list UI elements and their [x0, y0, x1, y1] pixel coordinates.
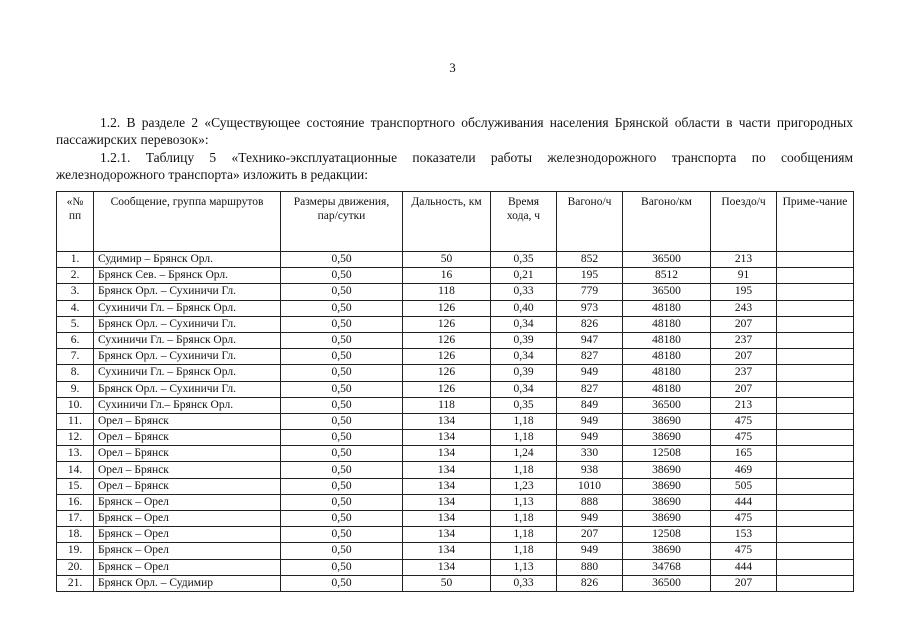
cell-route: Орел – Брянск [94, 478, 281, 494]
cell-train-hours: 153 [711, 527, 777, 543]
cell-train-hours: 165 [711, 446, 777, 462]
table-row [57, 462, 854, 478]
cell-car-km: 36500 [623, 252, 711, 268]
table-header-row [57, 192, 854, 252]
cell-train-hours: 207 [711, 316, 777, 332]
cell-number: 6. [57, 332, 94, 348]
cell-travel-time: 0,34 [491, 349, 557, 365]
cell-frequency: 0,50 [281, 332, 403, 348]
cell-travel-time: 1,18 [491, 543, 557, 559]
table-row [57, 268, 854, 284]
cell-note [777, 559, 854, 575]
cell-car-km: 48180 [623, 365, 711, 381]
cell-distance: 134 [403, 511, 491, 527]
cell-route: Судимир – Брянск Орл. [94, 252, 281, 268]
cell-travel-time: 0,21 [491, 268, 557, 284]
cell-number: 5. [57, 316, 94, 332]
cell-route: Брянск Сев. – Брянск Орл. [94, 268, 281, 284]
cell-note [777, 575, 854, 591]
cell-frequency: 0,50 [281, 365, 403, 381]
cell-distance: 50 [403, 252, 491, 268]
paragraph-section-2-text: 1.2. В разделе 2 «Существующее состояние транспортного обслуживания населения Брянской области в части пригородных пассажирских перевозок»: [56, 115, 853, 147]
cell-note [777, 365, 854, 381]
cell-note [777, 316, 854, 332]
cell-train-hours: 444 [711, 494, 777, 510]
table-body [57, 252, 854, 592]
cell-frequency: 0,50 [281, 527, 403, 543]
cell-car-km: 48180 [623, 332, 711, 348]
cell-train-hours: 475 [711, 430, 777, 446]
cell-frequency: 0,50 [281, 316, 403, 332]
cell-distance: 134 [403, 446, 491, 462]
cell-train-hours: 475 [711, 413, 777, 429]
cell-train-hours: 237 [711, 332, 777, 348]
cell-car-hours: 827 [557, 381, 623, 397]
cell-number: 14. [57, 462, 94, 478]
cell-car-hours: 1010 [557, 478, 623, 494]
cell-frequency: 0,50 [281, 284, 403, 300]
cell-frequency: 0,50 [281, 511, 403, 527]
table-row [57, 511, 854, 527]
cell-travel-time: 1,24 [491, 446, 557, 462]
cell-distance: 126 [403, 349, 491, 365]
cell-travel-time: 1,13 [491, 559, 557, 575]
cell-distance: 50 [403, 575, 491, 591]
cell-route: Орел – Брянск [94, 413, 281, 429]
cell-frequency: 0,50 [281, 575, 403, 591]
cell-travel-time: 1,18 [491, 511, 557, 527]
cell-distance: 126 [403, 300, 491, 316]
cell-route: Брянск Орл. – Сухиничи Гл. [94, 316, 281, 332]
cell-car-km: 48180 [623, 316, 711, 332]
performance-table [56, 191, 854, 592]
cell-distance: 118 [403, 397, 491, 413]
cell-train-hours: 237 [711, 365, 777, 381]
col-header-frequency: Размеры движения, пар/сутки [281, 192, 403, 252]
cell-car-km: 12508 [623, 527, 711, 543]
cell-train-hours: 207 [711, 575, 777, 591]
cell-train-hours: 469 [711, 462, 777, 478]
table-row [57, 527, 854, 543]
cell-number: 20. [57, 559, 94, 575]
cell-note [777, 527, 854, 543]
cell-note [777, 494, 854, 510]
cell-frequency: 0,50 [281, 559, 403, 575]
cell-route: Брянск – Орел [94, 559, 281, 575]
cell-number: 18. [57, 527, 94, 543]
cell-car-hours: 949 [557, 511, 623, 527]
cell-frequency: 0,50 [281, 478, 403, 494]
cell-car-km: 48180 [623, 349, 711, 365]
cell-train-hours: 243 [711, 300, 777, 316]
paragraph-table-5 [56, 149, 853, 183]
cell-frequency: 0,50 [281, 494, 403, 510]
cell-distance: 134 [403, 494, 491, 510]
cell-distance: 134 [403, 413, 491, 429]
cell-distance: 126 [403, 316, 491, 332]
cell-route: Брянск Орл. – Сухиничи Гл. [94, 349, 281, 365]
cell-train-hours: 207 [711, 381, 777, 397]
cell-distance: 126 [403, 381, 491, 397]
cell-travel-time: 1,23 [491, 478, 557, 494]
table-row [57, 543, 854, 559]
cell-note [777, 268, 854, 284]
cell-note [777, 252, 854, 268]
cell-note [777, 430, 854, 446]
cell-car-hours: 827 [557, 349, 623, 365]
cell-frequency: 0,50 [281, 349, 403, 365]
cell-number: 16. [57, 494, 94, 510]
cell-number: 3. [57, 284, 94, 300]
cell-note [777, 543, 854, 559]
table-row [57, 316, 854, 332]
cell-distance: 16 [403, 268, 491, 284]
cell-car-hours: 973 [557, 300, 623, 316]
cell-number: 9. [57, 381, 94, 397]
table-row [57, 252, 854, 268]
cell-travel-time: 0,40 [491, 300, 557, 316]
cell-number: 12. [57, 430, 94, 446]
cell-travel-time: 1,18 [491, 413, 557, 429]
cell-travel-time: 0,33 [491, 284, 557, 300]
table-row [57, 381, 854, 397]
table-row [57, 284, 854, 300]
cell-train-hours: 213 [711, 397, 777, 413]
cell-train-hours: 475 [711, 511, 777, 527]
col-header-route: Сообщение, группа маршрутов [94, 192, 281, 252]
cell-car-km: 8512 [623, 268, 711, 284]
table-row [57, 575, 854, 591]
cell-car-hours: 826 [557, 575, 623, 591]
cell-distance: 126 [403, 332, 491, 348]
cell-frequency: 0,50 [281, 397, 403, 413]
cell-frequency: 0,50 [281, 543, 403, 559]
cell-distance: 118 [403, 284, 491, 300]
table-row [57, 300, 854, 316]
cell-number: 21. [57, 575, 94, 591]
cell-car-hours: 195 [557, 268, 623, 284]
cell-car-hours: 938 [557, 462, 623, 478]
table-row [57, 430, 854, 446]
cell-car-hours: 949 [557, 413, 623, 429]
cell-frequency: 0,50 [281, 300, 403, 316]
cell-note [777, 446, 854, 462]
table-row [57, 365, 854, 381]
cell-travel-time: 0,35 [491, 397, 557, 413]
cell-route: Брянск Орл. – Сухиничи Гл. [94, 381, 281, 397]
cell-frequency: 0,50 [281, 462, 403, 478]
cell-frequency: 0,50 [281, 430, 403, 446]
cell-distance: 126 [403, 365, 491, 381]
cell-travel-time: 0,39 [491, 332, 557, 348]
col-header-train-hours: Поездо/ч [711, 192, 777, 252]
cell-travel-time: 1,18 [491, 527, 557, 543]
cell-car-km: 12508 [623, 446, 711, 462]
cell-car-hours: 849 [557, 397, 623, 413]
paragraph-table-5-text: 1.2.1. Таблицу 5 «Технико-эксплуатационные показатели работы железнодорожного транспорта по сообщениям железнодорожного транспорта» изложить в редакции: [56, 150, 853, 182]
cell-frequency: 0,50 [281, 381, 403, 397]
cell-train-hours: 213 [711, 252, 777, 268]
cell-car-hours: 779 [557, 284, 623, 300]
cell-number: 15. [57, 478, 94, 494]
cell-car-hours: 947 [557, 332, 623, 348]
cell-car-hours: 330 [557, 446, 623, 462]
cell-car-hours: 949 [557, 543, 623, 559]
cell-travel-time: 0,39 [491, 365, 557, 381]
cell-number: 4. [57, 300, 94, 316]
col-header-car-hours: Вагоно/ч [557, 192, 623, 252]
cell-distance: 134 [403, 559, 491, 575]
cell-travel-time: 1,18 [491, 462, 557, 478]
cell-travel-time: 1,13 [491, 494, 557, 510]
cell-number: 2. [57, 268, 94, 284]
cell-car-km: 36500 [623, 284, 711, 300]
cell-distance: 134 [403, 478, 491, 494]
col-header-car-km: Вагоно/км [623, 192, 711, 252]
cell-route: Сухиничи Гл. – Брянск Орл. [94, 300, 281, 316]
cell-number: 8. [57, 365, 94, 381]
cell-car-hours: 880 [557, 559, 623, 575]
cell-frequency: 0,50 [281, 413, 403, 429]
cell-route: Брянск – Орел [94, 543, 281, 559]
table-row [57, 413, 854, 429]
cell-travel-time: 0,34 [491, 381, 557, 397]
cell-note [777, 511, 854, 527]
cell-travel-time: 1,18 [491, 430, 557, 446]
cell-number: 11. [57, 413, 94, 429]
cell-frequency: 0,50 [281, 446, 403, 462]
table-row [57, 349, 854, 365]
cell-car-km: 36500 [623, 575, 711, 591]
cell-note [777, 381, 854, 397]
cell-car-km: 38690 [623, 478, 711, 494]
cell-number: 13. [57, 446, 94, 462]
cell-route: Орел – Брянск [94, 446, 281, 462]
cell-car-hours: 949 [557, 365, 623, 381]
cell-number: 19. [57, 543, 94, 559]
cell-number: 7. [57, 349, 94, 365]
cell-car-hours: 949 [557, 430, 623, 446]
cell-train-hours: 475 [711, 543, 777, 559]
table-row [57, 478, 854, 494]
cell-train-hours: 91 [711, 268, 777, 284]
cell-route: Орел – Брянск [94, 430, 281, 446]
cell-number: 1. [57, 252, 94, 268]
table-row [57, 559, 854, 575]
cell-distance: 134 [403, 543, 491, 559]
cell-car-hours: 826 [557, 316, 623, 332]
page-number: 3 [449, 60, 456, 75]
cell-distance: 134 [403, 430, 491, 446]
cell-route: Брянск Орл. – Судимир [94, 575, 281, 591]
table-row [57, 494, 854, 510]
table-row [57, 446, 854, 462]
cell-route: Брянск Орл. – Сухиничи Гл. [94, 284, 281, 300]
cell-car-hours: 888 [557, 494, 623, 510]
cell-travel-time: 0,34 [491, 316, 557, 332]
cell-number: 10. [57, 397, 94, 413]
cell-note [777, 300, 854, 316]
cell-train-hours: 505 [711, 478, 777, 494]
cell-train-hours: 444 [711, 559, 777, 575]
cell-train-hours: 207 [711, 349, 777, 365]
cell-car-km: 38690 [623, 413, 711, 429]
cell-note [777, 462, 854, 478]
cell-note [777, 478, 854, 494]
cell-frequency: 0,50 [281, 252, 403, 268]
col-header-distance: Дальность, км [403, 192, 491, 252]
paragraph-section-2 [56, 114, 853, 148]
cell-car-hours: 207 [557, 527, 623, 543]
cell-note [777, 349, 854, 365]
col-header-number: «№ пп [57, 192, 94, 252]
cell-travel-time: 0,33 [491, 575, 557, 591]
cell-car-km: 38690 [623, 543, 711, 559]
col-header-note: Приме-чание [777, 192, 854, 252]
cell-frequency: 0,50 [281, 268, 403, 284]
cell-number: 17. [57, 511, 94, 527]
cell-note [777, 332, 854, 348]
cell-route: Брянск – Орел [94, 511, 281, 527]
cell-car-km: 36500 [623, 397, 711, 413]
cell-car-km: 34768 [623, 559, 711, 575]
table-row [57, 332, 854, 348]
cell-route: Брянск – Орел [94, 494, 281, 510]
cell-car-km: 38690 [623, 494, 711, 510]
cell-route: Орел – Брянск [94, 462, 281, 478]
cell-car-km: 48180 [623, 381, 711, 397]
col-header-travel-time: Время хода, ч [491, 192, 557, 252]
table-row [57, 397, 854, 413]
cell-route: Сухиничи Гл.– Брянск Орл. [94, 397, 281, 413]
cell-train-hours: 195 [711, 284, 777, 300]
cell-distance: 134 [403, 462, 491, 478]
cell-route: Брянск – Орел [94, 527, 281, 543]
cell-car-km: 48180 [623, 300, 711, 316]
cell-car-hours: 852 [557, 252, 623, 268]
cell-car-km: 38690 [623, 430, 711, 446]
cell-note [777, 397, 854, 413]
cell-travel-time: 0,35 [491, 252, 557, 268]
cell-car-km: 38690 [623, 462, 711, 478]
cell-distance: 134 [403, 527, 491, 543]
cell-route: Сухиничи Гл. – Брянск Орл. [94, 332, 281, 348]
cell-car-km: 38690 [623, 511, 711, 527]
cell-route: Сухиничи Гл. – Брянск Орл. [94, 365, 281, 381]
cell-note [777, 413, 854, 429]
cell-note [777, 284, 854, 300]
